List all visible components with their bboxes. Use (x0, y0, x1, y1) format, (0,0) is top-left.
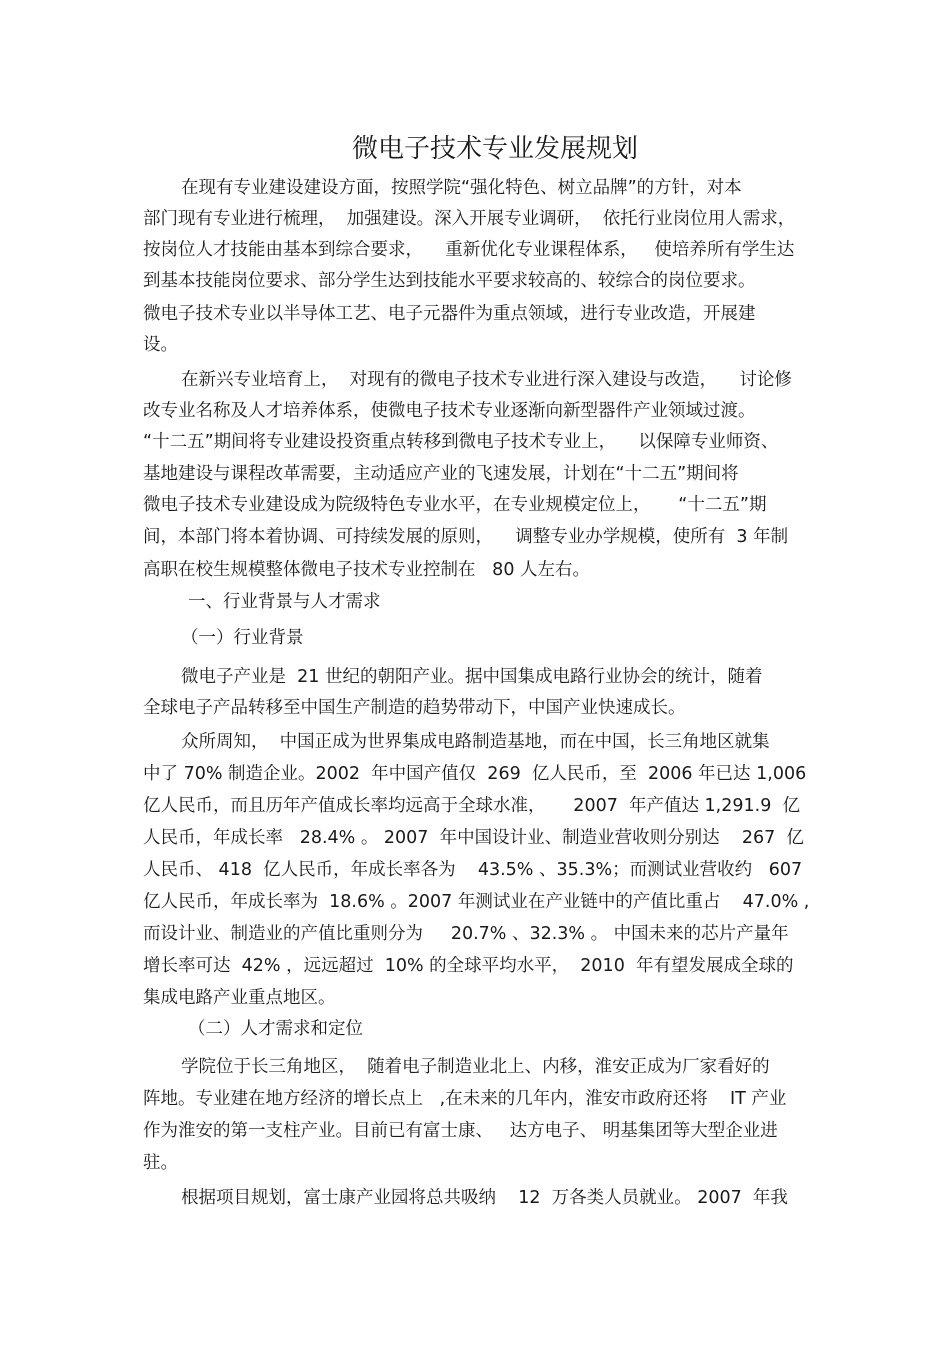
text-line-10: 基地建设与课程改革需要，主动适应产业的飞速发展，计划在“十二五”期间将 (143, 464, 739, 484)
text-line-29: 根据项目规划，富士康产业园将总共吸纳 12 万各类人员就业。 2007 年我 (181, 1188, 788, 1208)
text-line-14: 微电子产业是 21 世纪的朝阳产业。据中国集成电路行业协会的统计，随着 (181, 667, 763, 687)
text-line-5: 微电子技术专业以半导体工艺、电子元器件为重点领域，进行专业改造，开展建 (143, 304, 756, 324)
text-line-9: “十二五”期间将专业建设投资重点转移到微电子技术专业上， 以保障专业师资、 (143, 432, 779, 452)
subsection-heading-1: （一）行业背景 (181, 628, 304, 648)
text-line-6: 设。 (143, 335, 178, 355)
text-line-3: 按岗位人才技能由基本到综合要求， 重新优化专业课程体系， 使培养所有学生达 (143, 240, 795, 260)
text-line-18: 亿人民币，而且历年产值成长率均远高于全球水准， 2007 年产值达 1,291.9 亿 (143, 796, 800, 816)
text-line-19: 人民币，年成长率 28.4% 。 2007 年中国设计业、制造业营收则分别达 267 亿 (143, 828, 804, 848)
text-line-2: 部门现有专业进行梳理， 加强建设。深入开展专业调研， 依托行业岗位用人需求， (143, 209, 796, 229)
text-line-8: 改专业名称及人才培养体系，使微电子技术专业逐渐向新型器件产业领域过渡。 (143, 401, 756, 421)
text-line-20: 人民币、 418 亿人民币，年成长率各为 43.5% 、35.3%；而测试业营收约 607 (143, 860, 803, 880)
text-line-17: 中了 70% 制造企业。2002 年中国产值仅 269 亿人民币，至 2006 年已达 1,006 (143, 764, 807, 784)
text-line-4: 到基本技能岗位要求、部分学生达到技能水平要求较高的、较综合的岗位要求。 (143, 271, 756, 291)
text-line-27: 作为淮安的第一支柱产业。目前已有富士康、 达方电子、 明基集团等大型企业进 (143, 1121, 778, 1141)
text-line-25: 学院位于长三角地区， 随着电子制造业北上、内移，淮安正成为厂家看好的 (181, 1057, 770, 1077)
text-line-7: 在新兴专业培育上， 对现有的微电子技术专业进行深入建设与改造， 讨论修 (181, 370, 792, 390)
text-line-24: 集成电路产业重点地区。 (143, 988, 336, 1008)
text-line-1: 在现有专业建设建设方面，按照学院“强化特色、树立品牌”的方针，对本 (181, 178, 742, 198)
text-line-15: 全球电子产品转移至中国生产制造的趋势带动下，中国产业快速成长。 (143, 698, 686, 718)
text-line-23: 增长率可达 42% ，远远超过 10% 的全球平均水平， 2010 年有望发展成全球的 (143, 956, 794, 976)
text-line-28: 驻。 (143, 1153, 178, 1173)
section-heading-1: 一、行业背景与人才需求 (188, 592, 381, 612)
text-line-11: 微电子技术专业建设成为院级特色专业水平，在专业规模定位上， “十二五”期 (143, 495, 767, 515)
text-line-21: 亿人民币，年成长率为 18.6% 。2007 年测试业在产业链中的产值比重占 47.0% , (143, 892, 810, 912)
page-title: 微电子技术专业发展规划 (351, 134, 638, 164)
text-line-12: 间，本部门将本着协调、可持续发展的原则， 调整专业办学规模，使所有 3 年制 (143, 527, 789, 547)
text-line-13: 高职在校生规模整体微电子技术专业控制在 80 人左右。 (143, 560, 591, 580)
subsection-heading-2: （二）人才需求和定位 (188, 1019, 363, 1039)
text-line-26: 阵地。专业建在地方经济的增长点上 ,在未来的几年内，淮安市政府还将 IT 产业 (143, 1089, 787, 1109)
text-line-16: 众所周知， 中国正成为世界集成电路制造基地，而在中国，长三角地区就集 (181, 732, 770, 752)
text-line-22: 而设计业、制造业的产值比重则分为 20.7% 、32.3% 。 中国未来的芯片产量年 (143, 924, 789, 944)
